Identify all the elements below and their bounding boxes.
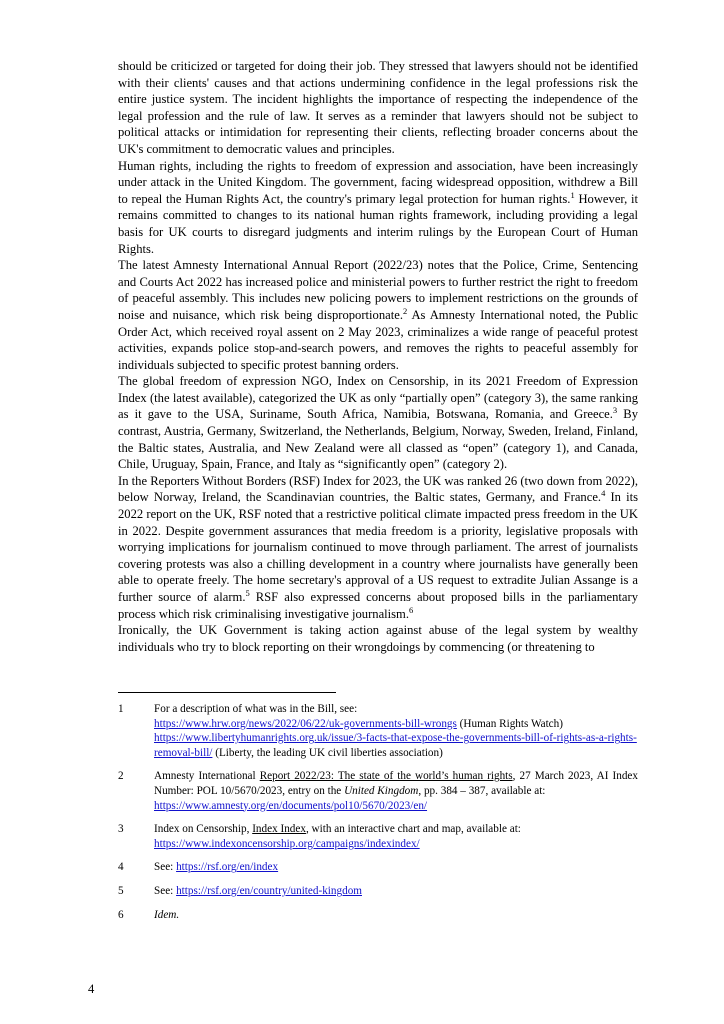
footnote-5 — [118, 884, 638, 899]
footnote-6-number: 6 — [118, 908, 124, 921]
footnote-1-after-2: (Liberty, the leading UK civil liberties association) — [212, 746, 443, 759]
footnote-1-after-1: (Human Rights Watch) — [456, 717, 563, 730]
footnote-1-intro: For a description of what was in the Bill, see: — [154, 703, 358, 715]
footnote-separator — [118, 692, 336, 693]
footnote-5-number: 5 — [118, 884, 124, 897]
footnote-6 — [118, 908, 638, 923]
paragraph-2-text: Human rights, including the rights to freedom of expression and association, have been increasingly under attack in the United Kingdom. The government, facing widespread opposition, withdrew a Bill to repeal the Human Rights Act, the country's primary legal protection for human rights. — [118, 158, 638, 206]
footnote-3 — [118, 822, 638, 851]
footnote-1-link-hrw[interactable]: https://www.hrw.org/news/2022/06/22/uk-governments-bill-wrongs — [154, 717, 457, 730]
footnote-4-number: 4 — [118, 861, 124, 874]
footnote-3-mid: , with an interactive chart and map, available at: — [305, 823, 521, 836]
footnote-4-body — [154, 860, 638, 875]
page-number: 4 — [88, 982, 95, 996]
footnotes-section — [118, 702, 638, 931]
footnote-3-pre: Index on Censorship, — [154, 823, 253, 836]
footnote-1-link-liberty[interactable]: https://www.libertyhumanrights.org.uk/issue/3-facts-that-expose-the-governments-bill-of-rights-as-a-rights-removal-bill/ — [154, 732, 637, 759]
footnote-6-body — [154, 908, 638, 923]
footnote-2-pre: Amnesty International — [154, 770, 260, 783]
paragraph-4-tail: By contrast, Austria, Germany, Switzerland, the Netherlands, Belgium, Norway, Sweden, Ireland, Finland, the Baltic states, Australia, and New Zealand were all classed as “open” (category 1), and Canada, Chile, Uruguay, Spain, France, and Italy as “significantly open” (category 2). — [118, 407, 638, 472]
footnote-marker-3[interactable]: 3 — [612, 405, 618, 416]
paragraph-5-tail: RSF also expressed concerns about proposed bills in the parliamentary process which risk criminalising investigative journalism. — [118, 590, 638, 621]
footnote-2-body — [154, 769, 638, 813]
paragraph-4-text: The global freedom of expression NGO, Index on Censorship, in its 2021 Freedom of Expression Index (the latest available), categorized the UK as only “partially open” (category 3), the same ranking as it gave to the USA, Suriname, South Africa, Namibia, Botswana, Romania, and Greece. — [118, 374, 638, 422]
footnote-1-body — [154, 702, 638, 760]
footnote-marker-4[interactable]: 4 — [601, 488, 606, 499]
paragraph-6: Ironically, the UK Government is taking action against abuse of the legal system by wealthy individuals who try to block reporting on their wrongdoings by commencing (or threatening to — [118, 623, 638, 654]
footnote-marker-6[interactable]: 6 — [409, 604, 414, 615]
footnote-marker-2[interactable]: 2 — [402, 305, 408, 316]
footnote-5-body — [154, 884, 638, 899]
footnote-2-mid: , 27 March 2023, AI Index Number: POL 10/5670/2023, entry on the — [154, 770, 638, 797]
paragraph-4 — [118, 373, 638, 473]
footnote-5-link-rsf-uk[interactable]: https://rsf.org/en/country/united-kingdom — [176, 884, 362, 897]
paragraph-2-tail: However, it remains committed to changes to its national human rights framework, including providing a legal basis for UK courts to disregard judgments and interim rulings by the European Court of Human Rights. — [118, 191, 638, 256]
footnote-2-title: Report 2022/23: The state of the world’s human rights — [259, 770, 513, 783]
footnote-3-title: Index Index — [252, 823, 306, 836]
footnote-marker-5[interactable]: 5 — [245, 587, 250, 598]
footnote-marker-1[interactable]: 1 — [570, 189, 575, 200]
paragraph-5-text: In the Reporters Without Borders (RSF) Index for 2023, the UK was ranked 26 (two down from 2022), below Norway, Ireland, the Scandinavian countries, the Baltic states, Germany, and France. — [118, 473, 638, 505]
footnote-3-link-index[interactable]: https://www.indexoncensorship.org/campaigns/indexindex/ — [154, 837, 420, 850]
footnote-5-pre: See: — [154, 884, 177, 897]
footnote-3-number: 3 — [118, 823, 124, 836]
body-text — [118, 58, 638, 655]
paragraph-5-mid: In its 2022 report on the UK, RSF noted that a restrictive political climate impacted press freedom in the UK in 2022. Despite government assurances that media freedom is a priority, legislative proposals with worrying implications for journalism continued to move through parliament. The arrest of journalists covering protests was also a chilling development in a country where journalists have generally been able to operate freely. The home secretary's approval of a US request to extradite Julian Assange is a further source of alarm. — [118, 490, 639, 604]
footnote-2-number: 2 — [118, 770, 124, 783]
paragraph-3-text: The latest Amnesty International Annual Report (2022/23) notes that the Police, Crime, Sentencing and Courts Act 2022 has increased police and ministerial powers to further restrict the right to freedom of peaceful assembly. This includes new policing powers to implement restrictions on the grounds of noise and nuisance, which risk being disproportionate. — [118, 258, 638, 322]
footnote-1-number: 1 — [118, 703, 124, 715]
footnote-4-pre: See: — [154, 861, 177, 874]
footnote-2 — [118, 769, 638, 813]
paragraph-3 — [118, 257, 638, 373]
footnote-4 — [118, 860, 638, 875]
footnote-1 — [118, 702, 638, 760]
footnote-2-country: United Kingdom — [344, 784, 419, 797]
footnote-2-mid-2: , pp. 384 – 387, available at: — [418, 784, 546, 797]
paragraph-1: should be criticized or targeted for doing their job. They stressed that lawyers should not be identified with their clients' causes and that actions undermining confidence in the legal professions risk the entire justice system. The incident highlights the importance of respecting the independence of the legal profession and the rule of law. It serves as a reminder that lawyers should not be subject to political attacks or intimidation for representing their clients, reflecting broader concerns about the UK's commitment to democratic values and principles. — [118, 59, 638, 156]
paragraph-2 — [118, 158, 638, 258]
footnote-2-link-amnesty[interactable]: https://www.amnesty.org/en/documents/pol10/5670/2023/en/ — [154, 799, 428, 812]
paragraph-5 — [118, 473, 638, 622]
footnote-6-idem: Idem. — [154, 908, 180, 921]
paragraph-3-tail: As Amnesty International noted, the Public Order Act, which received royal assent on 2 May 2023, criminalizes a wide range of peaceful protest activities, expands police stop-and-search powers, and removes the rights to peaceful assembly for individuals subjected to specific protest banning orders. — [118, 307, 638, 372]
footnote-3-body — [154, 822, 638, 851]
footnote-4-link-rsf-index[interactable]: https://rsf.org/en/index — [176, 861, 279, 874]
